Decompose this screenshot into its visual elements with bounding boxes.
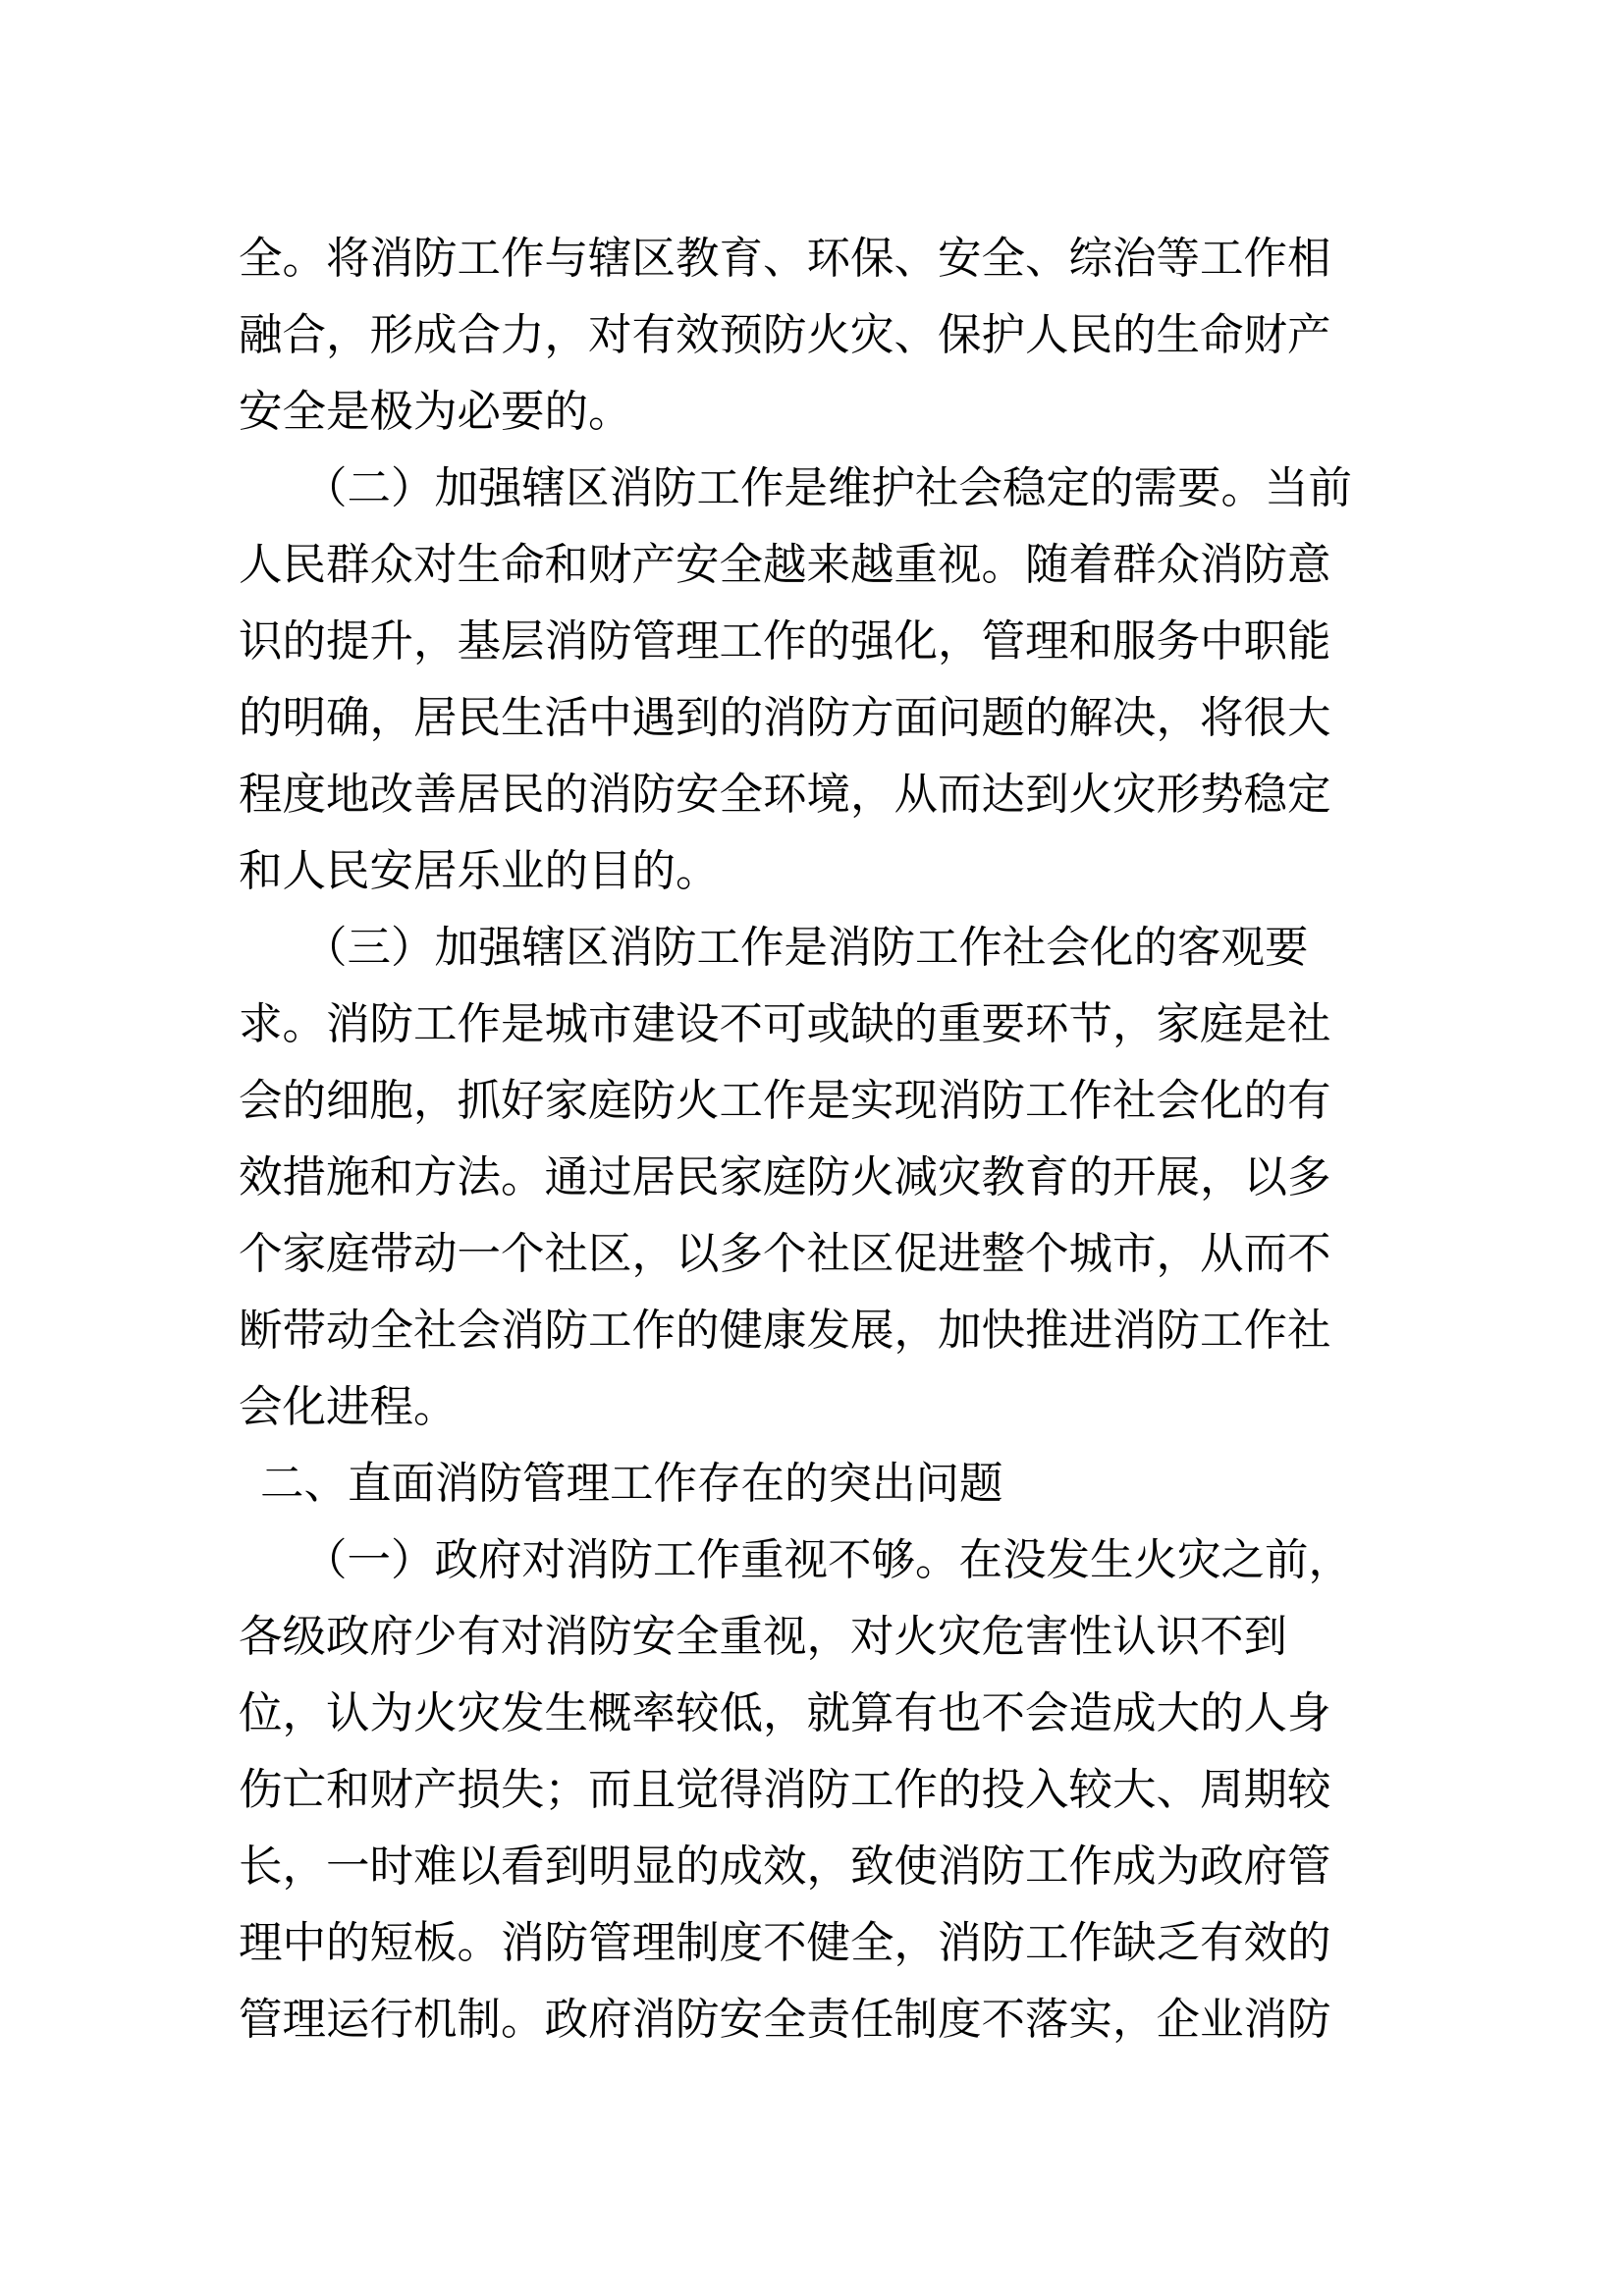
text-line: （三）加强辖区消防工作是消防工作社会化的客观要 — [303, 924, 1309, 972]
body-paragraph-continued-from-previous-page — [239, 221, 1332, 451]
text-line: 二、直面消防管理工作存在的突出问题 — [260, 1460, 1003, 1508]
text-line: 效措施和方法。通过居民家庭防火减灾教育的开展，以多 — [239, 1153, 1331, 1201]
body-paragraph — [239, 1522, 1353, 2058]
text-line: 求。消防工作是城市建设不可或缺的重要环节，家庭是社 — [239, 1000, 1331, 1048]
section-heading — [239, 1446, 1332, 1522]
text-line: 管理运行机制。政府消防安全责任制度不落实，企业消防 — [239, 1996, 1331, 2044]
text-line: 人民群众对生命和财产安全越来越重视。随着群众消防意 — [239, 541, 1331, 589]
body-paragraph — [239, 910, 1332, 1446]
text-line: 安全是极为必要的。 — [239, 388, 632, 436]
text-line: 位，认为火灾发生概率较低，就算有也不会造成大的人身 — [239, 1689, 1331, 1737]
text-line: 识的提升，基层消防管理工作的强化，管理和服务中职能 — [239, 617, 1331, 666]
text-line: 融合，形成合力，对有效预防火灾、保护人民的生命财产 — [239, 311, 1331, 359]
text-line: 各级政府少有对消防安全重视，对火灾危害性认识不到 — [239, 1613, 1288, 1661]
text-line: 伤亡和财产损失；而且觉得消防工作的投入较大、周期较 — [239, 1766, 1331, 1814]
text-line: （二）加强辖区消防工作是维护社会稳定的需要。当前 — [303, 464, 1353, 512]
text-line: 个家庭带动一个社区，以多个社区促进整个城市，从而不 — [239, 1230, 1331, 1278]
text-line: 理中的短板。消防管理制度不健全，消防工作缺乏有效的 — [239, 1919, 1331, 1967]
text-line: 会化进程。 — [239, 1383, 458, 1431]
text-line: 程度地改善居民的消防安全环境，从而达到火灾形势稳定 — [239, 771, 1331, 819]
body-paragraph — [239, 451, 1353, 910]
document-body — [239, 221, 1353, 2058]
text-line: 全。将消防工作与辖区教育、环保、安全、综治等工作相 — [239, 235, 1331, 283]
text-line: 长，一时难以看到明显的成效，致使消防工作成为政府管 — [239, 1842, 1331, 1891]
text-line: 的明确，居民生活中遇到的消防方面问题的解决，将很大 — [239, 694, 1331, 742]
text-line: 和人民安居乐业的目的。 — [239, 847, 720, 895]
text-line: 会的细胞，抓好家庭防火工作是实现消防工作社会化的有 — [239, 1077, 1331, 1125]
text-line: （一）政府对消防工作重视不够。在没发生火灾之前， — [303, 1536, 1353, 1584]
text-line: 断带动全社会消防工作的健康发展，加快推进消防工作社 — [239, 1307, 1331, 1355]
